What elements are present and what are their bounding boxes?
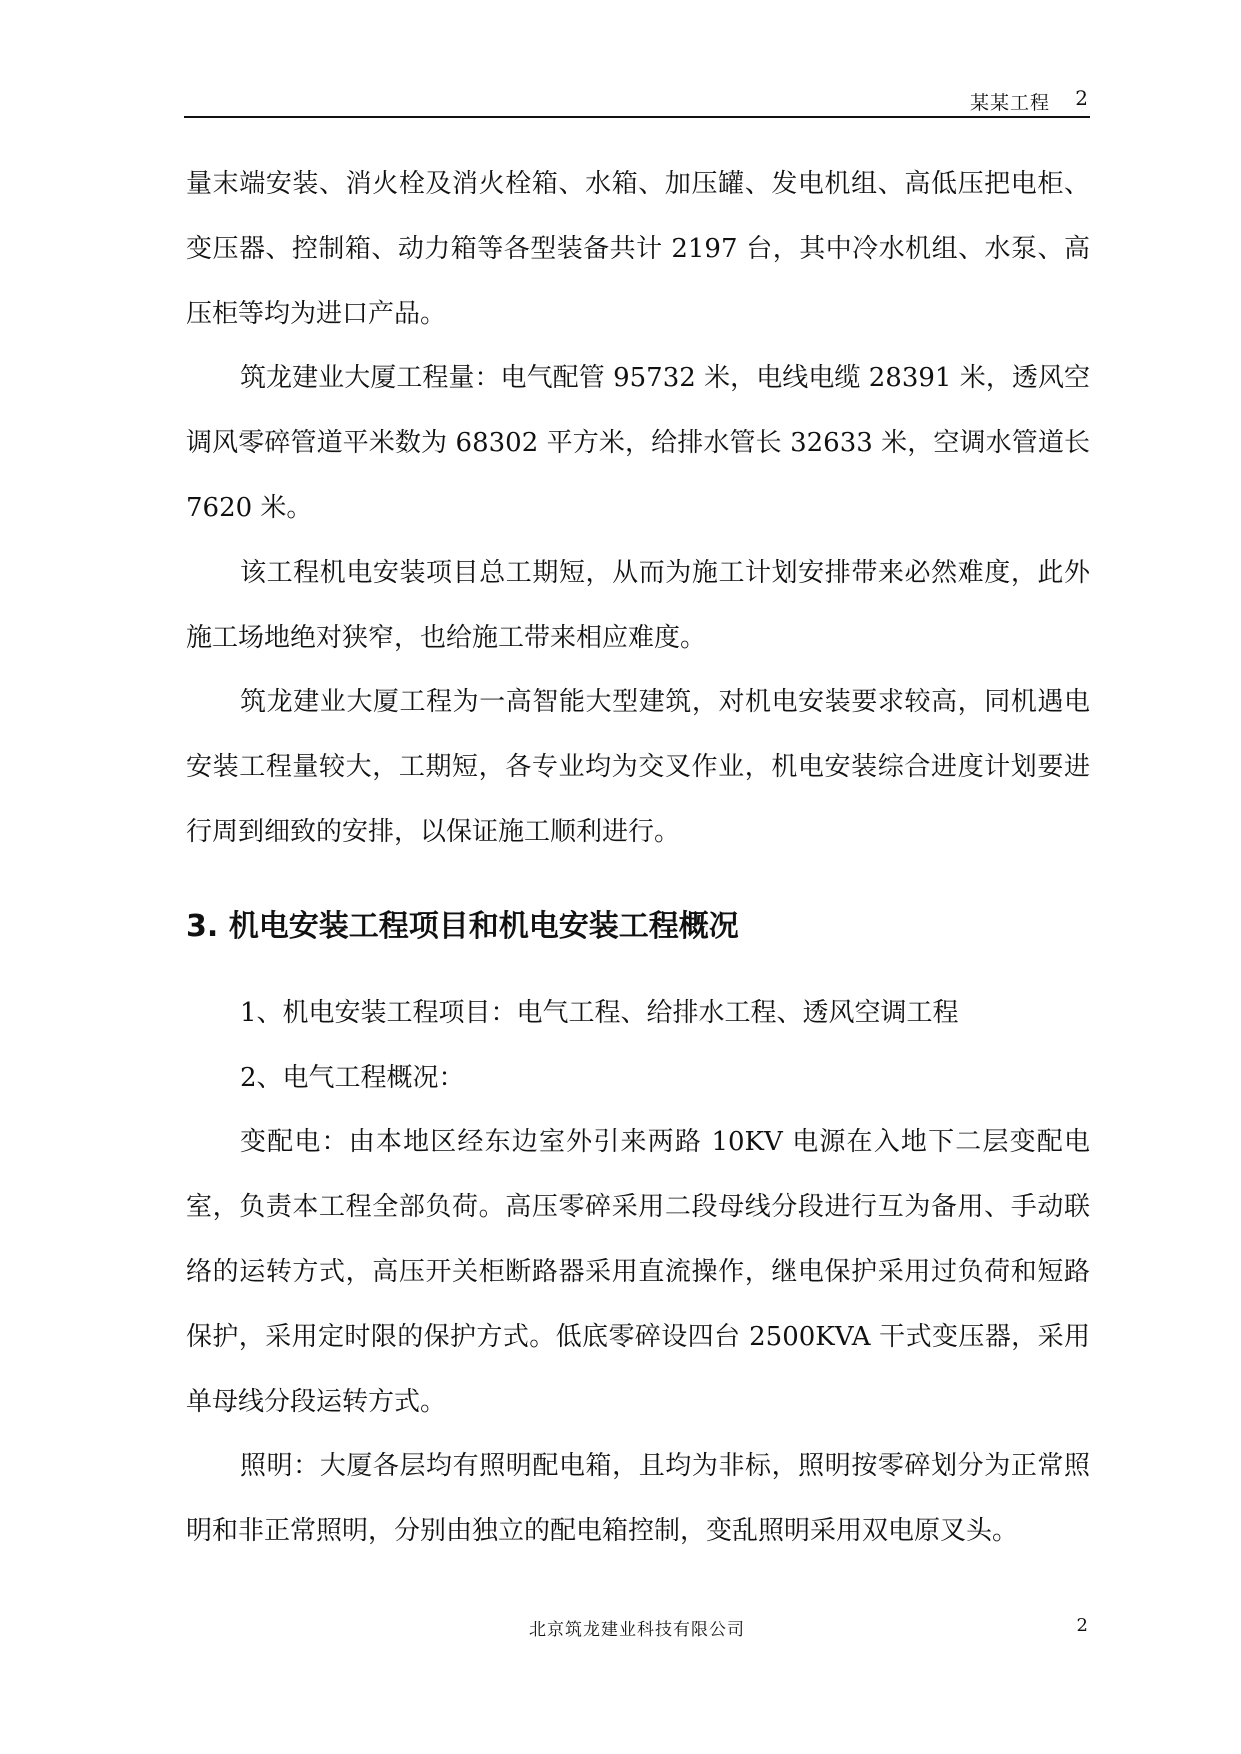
paragraph: 量末端安装、消火栓及消火栓箱、水箱、加压罐、发电机组、高低压把电柜、变压器、控制箱、动力箱等各型装备共计 2197 台，其中冷水机组、水泵、高压柜等均为进口产品。 bbox=[186, 169, 1090, 329]
header-title: 某某工程 bbox=[969, 92, 1050, 114]
paragraph: 筑龙建业大厦工程量：电气配管 95732 米，电线电缆 28391 米，透风空调风零碎管道平米数为 68302 平方米，给排水管长 32633 米，空调水管道长 7620 米。 bbox=[186, 363, 1090, 523]
document-body bbox=[186, 152, 1090, 1564]
page-header bbox=[184, 84, 1090, 118]
paragraph: 筑龙建业大厦工程为一高智能大型建筑，对机电安装要求较高，同机遇电安装工程量较大，工期短，各专业均为交叉作业，机电安装综合进度计划要进行周到细致的安排，以保证施工顺利进行。 bbox=[186, 687, 1090, 847]
footer-company: 北京筑龙建业科技有限公司 bbox=[529, 1620, 745, 1640]
paragraph: 该工程机电安装项目总工期短，从而为施工计划安排带来必然难度，此外施工场地绝对狭窄，也给施工带来相应难度。 bbox=[186, 557, 1090, 653]
paragraph: 变配电：由本地区经东边室外引来两路 10KV 电源在入地下二层变配电室，负责本工程全部负荷。高压零碎采用二段母线分段进行互为备用、手动联络的运转方式，高压开关柜断路器采用直流操作，继电保护采用过负荷和短路保护，采用定时限的保护方式。低底零碎设四台 2500KVA 干式变压器，采用单母线分段运转方式。 bbox=[186, 1127, 1090, 1417]
footer-page-number: 2 bbox=[1076, 1615, 1088, 1636]
paragraph: 照明：大厦各层均有照明配电箱，且均为非标，照明按零碎划分为正常照明和非正常照明，分别由独立的配电箱控制，变乱照明采用双电原叉头。 bbox=[186, 1451, 1090, 1547]
page-footer bbox=[184, 1615, 1090, 1645]
header-page-number: 2 bbox=[1075, 86, 1088, 110]
list-item: 1、机电安装工程项目：电气工程、给排水工程、透风空调工程 bbox=[240, 997, 959, 1028]
list-item: 2、电气工程概况： bbox=[240, 1062, 465, 1093]
section-heading: 3. 机电安装工程项目和机电安装工程概况 bbox=[186, 908, 739, 944]
